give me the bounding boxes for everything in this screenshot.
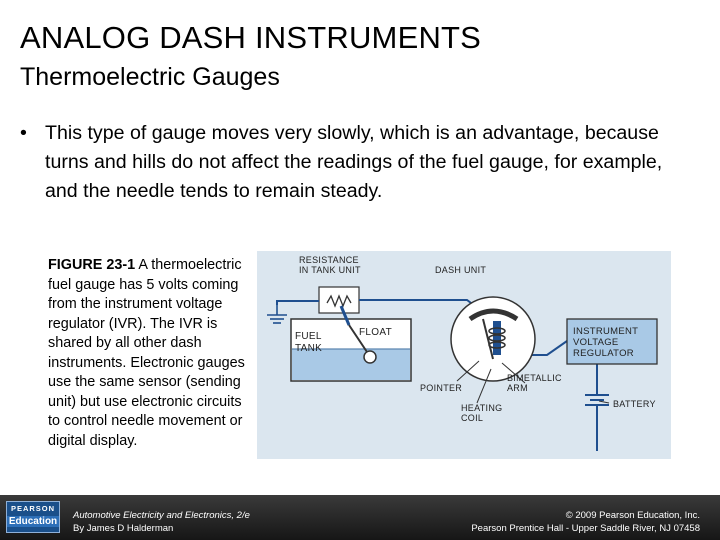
figure-number: FIGURE 23-1 bbox=[48, 257, 136, 273]
label-heating: HEATING bbox=[461, 403, 503, 413]
bullet-marker: • bbox=[20, 122, 27, 144]
label-fuel: FUEL bbox=[295, 331, 322, 342]
author: By James D Halderman bbox=[73, 523, 174, 534]
label-float: FLOAT bbox=[359, 327, 392, 338]
sending-unit bbox=[319, 287, 359, 313]
book-title: Automotive Electricity and Electronics, 2/e bbox=[73, 510, 250, 521]
bullet-text: This type of gauge moves very slowly, which is an advantage, because turns and hills do not affect the readings of the fuel gauge, for example, and the needle tends to remain steady. bbox=[45, 122, 663, 202]
publisher: Pearson Prentice Hall - Upper Saddle River, NJ 07458 bbox=[471, 523, 700, 534]
label-bimetallic: BIMETALLIC bbox=[507, 373, 562, 383]
slide-title: ANALOG DASH INSTRUMENTS bbox=[20, 20, 482, 55]
book-credit bbox=[73, 509, 250, 535]
fuel-gauge-diagram bbox=[257, 251, 671, 459]
label-instrument: INSTRUMENT bbox=[573, 326, 639, 337]
copyright: © 2009 Pearson Education, Inc. bbox=[565, 510, 700, 521]
logo-line-2: Education bbox=[8, 516, 58, 527]
label-resistance: RESISTANCE bbox=[299, 255, 359, 265]
label-arm: ARM bbox=[507, 383, 528, 393]
pearson-logo bbox=[6, 501, 60, 533]
label-coil: COIL bbox=[461, 413, 484, 423]
bullet-point bbox=[20, 119, 680, 206]
figure-caption bbox=[48, 256, 253, 451]
float-icon bbox=[364, 351, 376, 363]
slide-subtitle: Thermoelectric Gauges bbox=[20, 63, 280, 91]
footer-bar bbox=[0, 495, 720, 540]
label-voltage: VOLTAGE bbox=[573, 337, 619, 348]
label-pointer: POINTER bbox=[420, 383, 463, 393]
label-regulator: REGULATOR bbox=[573, 348, 634, 359]
figure-caption-text: A thermoelectric fuel gauge has 5 volts coming from the instrument voltage regulator (IVR). The IVR is shared by all other dash instruments. Electronic gauges use the same sensor (sending unit) but use electronic circuits to control needle movement or digital display. bbox=[48, 257, 245, 449]
bimetallic-arm bbox=[493, 321, 501, 355]
logo-line-1: PEARSON bbox=[10, 504, 56, 513]
label-tank: TANK bbox=[295, 343, 323, 354]
label-dash-unit: DASH UNIT bbox=[435, 265, 487, 275]
publisher-credit bbox=[471, 509, 700, 535]
label-in-tank-unit: IN TANK UNIT bbox=[299, 265, 361, 275]
label-battery: BATTERY bbox=[613, 399, 656, 409]
